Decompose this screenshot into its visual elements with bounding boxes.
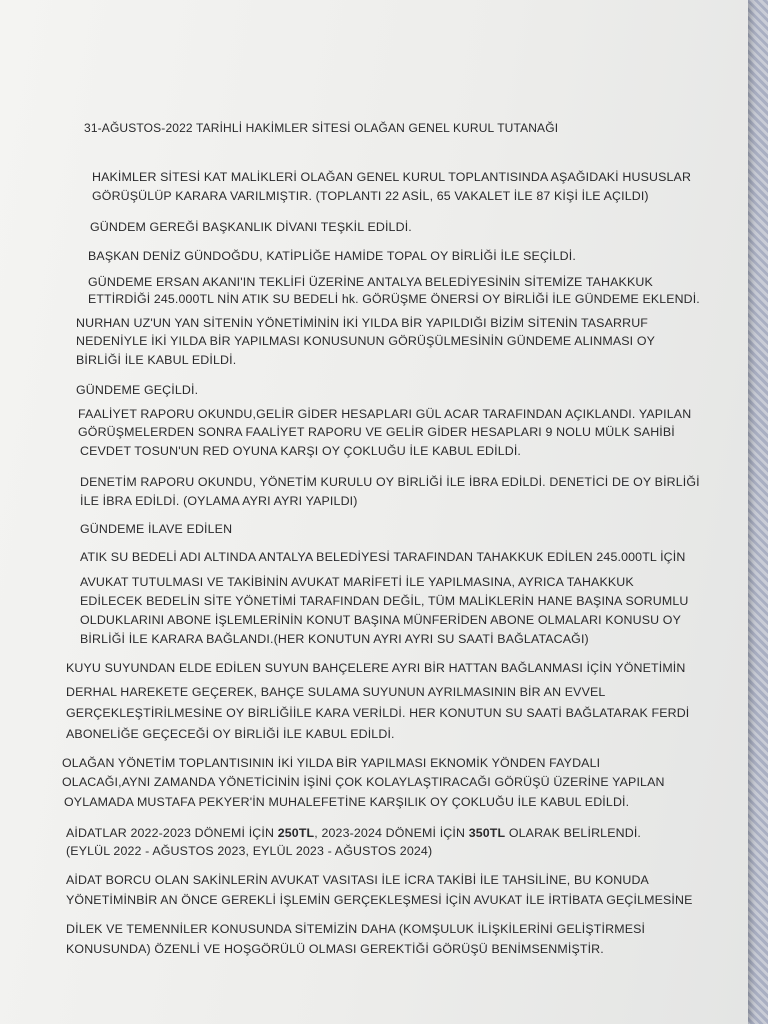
text-line: GÖRÜŞÜLÜP KARARA VARILMIŞTIR. (TOPLANTI 22 ASİL, 65 VAKALET İLE 87 KİŞİ İLE AÇILDI) — [92, 189, 649, 203]
text-line: ATIK SU BEDELİ ADI ALTINDA ANTALYA BELEDİYESİ TARAFINDAN TAHAKKUK EDİLEN 245.000TL İÇİN — [80, 550, 686, 564]
text-line: OLDUKLARINI ABONE İŞLEMLERİNİN KONUT BAŞINA MÜNFERİDEN ABONE OLMALARI KONUSU OY — [80, 613, 682, 627]
text-line: ABONELİĞE GEÇECEĞİ OY BİRLİĞİ İLE KABUL EDİLDİ. — [66, 727, 395, 741]
dues-text: OLARAK BELİRLENDİ. — [505, 826, 642, 840]
text-line: OLAĞAN YÖNETİM TOPLANTISININ İKİ YILDA BİR YAPILMASI EKNOMİK YÖNDEN FAYDALI — [62, 756, 601, 770]
text-line: AİDAT BORCU OLAN SAKİNLERİN AVUKAT VASITASI İLE İCRA TAKİBİ İLE TAHSİLİNE, BU KONUDA — [66, 873, 649, 887]
text-line: YÖNETİMİNBİR AN ÖNCE GEREKLİ İŞLEMİN GERÇEKLEŞMESİ İÇİN AVUKAT İLE İRTİBATA GEÇİLMESİNE — [66, 893, 693, 907]
dues-line — [66, 826, 641, 840]
text-line: BAŞKAN DENİZ GÜNDOĞDU, KATİPLİĞE HAMİDE TOPAL OY BİRLİĞİ İLE SEÇİLDİ. — [88, 249, 576, 263]
text-line: OLACAĞI,AYNI ZAMANDA YÖNETİCİNİN İŞİNİ ÇOK KOLAYLAŞTIRACAĞI GÖRÜŞÜ ÜZERİNE YAPILAN — [62, 775, 665, 789]
text-line: (EYLÜL 2022 - AĞUSTOS 2023, EYLÜL 2023 - AĞUSTOS 2024) — [66, 844, 433, 858]
text-line: BİRLİĞİ İLE KABUL EDİLDİ. — [76, 353, 237, 367]
text-line: EDİLECEK BEDELİN SİTE YÖNETİMİ TARAFINDAN DEĞİL, TÜM MALİKLERİN HANE BAŞINA SORUMLU — [80, 594, 689, 608]
text-line: CEVDET TOSUN'UN RED OYUNA KARŞI OY ÇOKLUĞU İLE KABUL EDİLDİ. — [80, 444, 522, 458]
text-line: ETTİRDİĞİ 245.000TL NİN ATIK SU BEDELİ hk. GÖRÜŞME ÖNERSİ OY BİRLİĞİ İLE GÜNDEME EKLENDİ. — [88, 292, 700, 306]
text-line: FAALİYET RAPORU OKUNDU,GELİR GİDER HESAPLARI GÜL ACAR TARAFINDAN AÇIKLANDI. YAPILAN — [78, 407, 692, 421]
dues-text: AİDATLAR 2022-2023 DÖNEMİ İÇİN — [66, 826, 278, 840]
text-line: GÜNDEM GEREĞİ BAŞKANLIK DİVANI TEŞKİL EDİLDİ. — [90, 220, 412, 234]
text-line: KONUSUNDA) ÖZENLİ VE HOŞGÖRÜLÜ OLMASI GEREKTİĞİ GÖRÜŞÜ BENİMSENMİŞTİR. — [66, 942, 604, 956]
text-line: DERHAL HAREKETE GEÇEREK, BAHÇE SULAMA SUYUNUN AYRILMASININ BİR AN EVVEL — [66, 685, 606, 699]
text-line: NEDENİYLE İKİ YILDA BİR YAPILMASI KONUSUNUN GÖRÜŞÜLMESİNİN GÜNDEME ALINMASI OY — [76, 334, 656, 348]
dues-amount-2022: 250TL — [277, 826, 315, 840]
text-line: GERÇEKLEŞTİRİLMESİNE OY BİRLİĞİİLE KARA VERİLDİ. HER KONUTUN SU SAATİ BAĞLATARAK FERDİ — [66, 706, 690, 720]
text-line: GÜNDEME GEÇİLDİ. — [76, 383, 199, 397]
text-line: OYLAMADA MUSTAFA PEKYER'İN MUHALEFETİNE KARŞILIK OY ÇOKLUĞU İLE KABUL EDİLDİ. — [64, 795, 630, 809]
text-line: AVUKAT TUTULMASI VE TAKİBİNİN AVUKAT MARİFETİ İLE YAPILMASINA, AYRICA TAHAKKUK — [80, 575, 634, 589]
text-line: KUYU SUYUNDAN ELDE EDİLEN SUYUN BAHÇELERE AYRI BİR HATTAN BAĞLANMASI İÇİN YÖNETİMİN — [66, 661, 686, 675]
text-line: GÜNDEME ERSAN AKANI'IN TEKLİFİ ÜZERİNE ANTALYA BELEDİYESİNİN SİTEMİZE TAHAKKUK — [88, 275, 653, 289]
text-line: HAKİMLER SİTESİ KAT MALİKLERİ OLAĞAN GENEL KURUL TOPLANTISINDA AŞAĞIDAKİ HUSUSLAR — [92, 170, 692, 184]
text-line: GÖRÜŞMELERDEN SONRA FAALİYET RAPORU VE GELİR GİDER HESAPLARI 9 NOLU MÜLK SAHİBİ — [78, 425, 675, 439]
text-line: NURHAN UZ'UN YAN SİTENİN YÖNETİMİNİN İKİ YILDA BİR YAPILDIĞI BİZİM SİTENİN TASARRUF — [76, 316, 649, 330]
text-line: DENETİM RAPORU OKUNDU, YÖNETİM KURULU OY BİRLİĞİ İLE İBRA EDİLDİ. DENETİCİ DE OY BİRLİĞİ — [80, 475, 700, 489]
dues-text: , 2023-2024 DÖNEMİ İÇİN — [314, 826, 469, 840]
text-line: DİLEK VE TEMENNİLER KONUSUNDA SİTEMİZİN DAHA (KOMŞULUK İLİŞKİLERİNİ GELİŞTİRMESİ — [66, 922, 646, 936]
dues-amount-2023: 350TL — [468, 826, 506, 840]
text-line: İLE İBRA EDİLDİ. (OYLAMA AYRI AYRI YAPILDI) — [80, 494, 358, 508]
document-title: 31-AĞUSTOS-2022 TARİHLİ HAKİMLER SİTESİ OLAĞAN GENEL KURUL TUTANAĞI — [84, 121, 559, 135]
text-line: GÜNDEME İLAVE EDİLEN — [80, 522, 233, 536]
text-line: BİRLİĞİ İLE KARARA BAĞLANDI.(HER KONUTUN AYRI AYRI SU SAATİ BAĞLATACAĞI) — [80, 632, 589, 646]
